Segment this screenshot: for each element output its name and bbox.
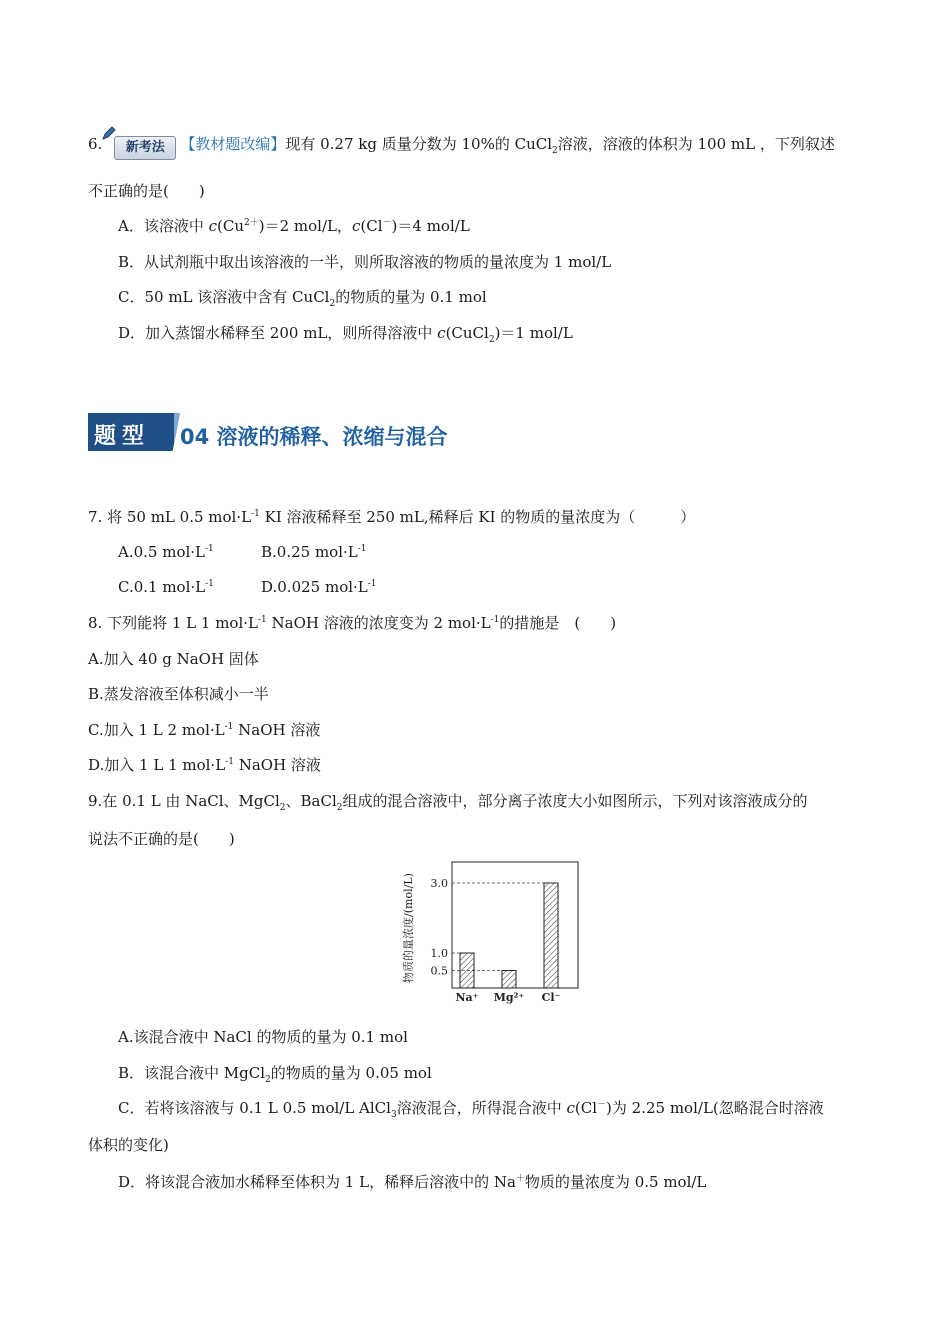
q6-a-sup2: － xyxy=(382,218,392,228)
q9-sub1: 2 xyxy=(279,803,286,813)
q6-c-sub: 2 xyxy=(329,299,336,309)
q6-stem-end: 溶液，溶液的体积为 100 mL ，下列叙述 xyxy=(557,135,835,153)
q6-a-text: A．该溶液中 xyxy=(118,217,209,235)
q6-stem: 现有 0.27 kg 质量分数为 10%的 CuCl xyxy=(285,135,553,153)
q6-a-4: (Cl xyxy=(360,217,383,235)
q7-option-d xyxy=(261,577,377,597)
q9-stem-2: 、BaCl xyxy=(285,792,337,810)
ion-concentration-chart xyxy=(398,858,588,1018)
q6-tag: 【教材题改编】 xyxy=(180,135,286,153)
q8-stem-1: 8. 下列能将 1 L 1 mol·L xyxy=(88,614,258,632)
q8-c-1: C.加入 1 L 2 mol·L xyxy=(88,721,225,739)
q9-stem-line2: 说法不正确的是( ) xyxy=(88,830,235,848)
chart-y-tick-0: 3.0 xyxy=(430,877,448,890)
q7-stem-1: 7. 将 50 mL 0.5 mol·L xyxy=(88,508,252,526)
q8-stem-3: 的措施是 ( ) xyxy=(499,614,617,632)
q6-c-2: 的物质的量为 0.1 mol xyxy=(335,288,487,306)
q8-stem xyxy=(88,613,616,633)
q9-d-1: D．将该混合液加水稀释至体积为 1 L，稀释后溶液中的 Na xyxy=(118,1173,516,1191)
q7-a-sup: -1 xyxy=(205,544,214,554)
q9-option-c-line2: 体积的变化) xyxy=(88,1136,169,1154)
q9-c-sup: － xyxy=(597,1100,607,1110)
q6-a-3: )＝2 mol/L， xyxy=(258,217,352,235)
q7-option-b xyxy=(261,542,367,562)
chart-x-tick-2: Cl⁻ xyxy=(541,991,561,1004)
q7-d: D.0.025 mol·L xyxy=(261,578,368,596)
chart-x-tick-1: Mg²⁺ xyxy=(493,991,525,1004)
q7-c: C.0.1 mol·L xyxy=(118,578,206,596)
q6-option-c xyxy=(118,287,487,307)
chart-y-tick-2: 0.5 xyxy=(430,964,448,978)
chart-bar-1 xyxy=(502,971,516,989)
q6-a-c2: c xyxy=(351,217,361,235)
section-title: 04 溶液的稀释、浓缩与混合 xyxy=(180,425,448,449)
q6-d-sub: 2 xyxy=(488,335,495,345)
q6-number: 6. xyxy=(88,135,103,153)
q9-b-2: 的物质的量为 0.05 mol xyxy=(270,1064,432,1082)
q9-stem-3: 组成的混合溶液中，部分离子浓度大小如图所示，下列对该溶液成分的 xyxy=(342,792,808,810)
q8-option-c xyxy=(88,720,320,740)
q9-c-3: (Cl xyxy=(574,1099,598,1117)
q8-stem-sup: -1 xyxy=(257,615,267,625)
q9-c-sub: 3 xyxy=(390,1110,397,1120)
q9-stem-1: 9.在 0.1 L 由 NaCl、MgCl xyxy=(88,792,280,810)
q6-d-3: )＝1 mol/L xyxy=(494,324,573,342)
q7-b: B.0.25 mol·L xyxy=(261,543,358,561)
q6-line2: 不正确的是( ) xyxy=(88,182,205,200)
q9-c-4: )为 2.25 mol/L(忽略混合时溶液 xyxy=(606,1099,824,1117)
chart-ylabel: 物质的量浓度/(mol/L) xyxy=(402,873,415,983)
q9-c-2: 溶液混合，所得混合液中 xyxy=(396,1099,567,1117)
q8-option-d xyxy=(88,755,321,775)
q8-d-sup: -1 xyxy=(225,757,234,767)
q6-a-sup: 2＋ xyxy=(244,218,259,228)
q8-d-2: NaOH 溶液 xyxy=(233,756,321,774)
q6-option-d xyxy=(118,323,573,343)
q7-b-sup: -1 xyxy=(357,544,367,554)
q6-d-1: D．加入蒸馏水稀释至 200 mL，则所得溶液中 xyxy=(118,324,438,342)
q6-d-c: c xyxy=(437,324,446,342)
q9-d-2: 物质的量浓度为 0.5 mol/L xyxy=(524,1173,707,1191)
q7-a: A.0.5 mol·L xyxy=(118,543,206,561)
chart-bar-2 xyxy=(544,883,558,988)
q7-d-sup: -1 xyxy=(367,579,377,589)
q9-stem-line1 xyxy=(88,791,808,811)
q6-a-5: )＝4 mol/L xyxy=(391,217,470,235)
q6-option-b: B．从试剂瓶中取出该溶液的一半，则所取溶液的物质的量浓度为 1 mol/L xyxy=(118,253,612,271)
q8-d-1: D.加入 1 L 1 mol·L xyxy=(88,756,226,774)
q9-d-sup: ＋ xyxy=(515,1174,525,1184)
chart-y-tick-1: 1.0 xyxy=(430,947,448,960)
new-method-badge xyxy=(114,136,176,160)
q9-sub2: 2 xyxy=(336,803,343,813)
q9-c-c: c xyxy=(566,1099,575,1117)
q7-stem xyxy=(88,507,695,527)
q7-option-c xyxy=(118,577,214,597)
q8-option-a: A.加入 40 g NaOH 固体 xyxy=(88,650,259,668)
q8-option-b: B.蒸发溶液至体积减小一半 xyxy=(88,685,269,703)
q6-a-c1: c xyxy=(208,217,218,235)
q9-option-c xyxy=(118,1098,824,1118)
q9-option-b xyxy=(118,1063,432,1083)
q7-option-a xyxy=(118,542,214,562)
q8-stem-sup2: -1 xyxy=(490,615,500,625)
q6-d-2: (CuCl xyxy=(445,324,489,342)
q9-option-a: A.该混合液中 NaCl 的物质的量为 0.1 mol xyxy=(118,1028,408,1046)
q6-line1 xyxy=(88,134,835,158)
badge-label: 新考法 xyxy=(125,140,165,155)
chart-x-tick-0: Na⁺ xyxy=(455,991,479,1004)
q6-a-2: (Cu xyxy=(217,217,245,235)
q6-stem-sub: 2 xyxy=(552,146,558,156)
q9-b-1: B．该混合液中 MgCl xyxy=(118,1064,266,1082)
q6-option-a xyxy=(118,216,470,236)
q6-c-1: C．50 mL 该溶液中含有 CuCl xyxy=(118,288,330,306)
q7-stem-2: KI 溶液稀释至 250 mL,稀释后 KI 的物质的量浓度为（ ） xyxy=(259,508,696,526)
q7-c-sup: -1 xyxy=(205,579,214,589)
q9-c-1: C．若将该溶液与 0.1 L 0.5 mol/L AlCl xyxy=(118,1099,391,1117)
chart-bar-0 xyxy=(460,953,474,988)
q9-b-sub: 2 xyxy=(265,1075,271,1085)
q7-stem-sup: -1 xyxy=(251,509,260,519)
banner-label: 题型 xyxy=(94,424,151,449)
pencil-icon xyxy=(101,125,117,141)
q8-c-sup: -1 xyxy=(224,722,234,732)
q8-stem-2: NaOH 溶液的浓度变为 2 mol·L xyxy=(266,614,491,632)
q8-c-2: NaOH 溶液 xyxy=(233,721,321,739)
q9-option-d xyxy=(118,1172,706,1192)
